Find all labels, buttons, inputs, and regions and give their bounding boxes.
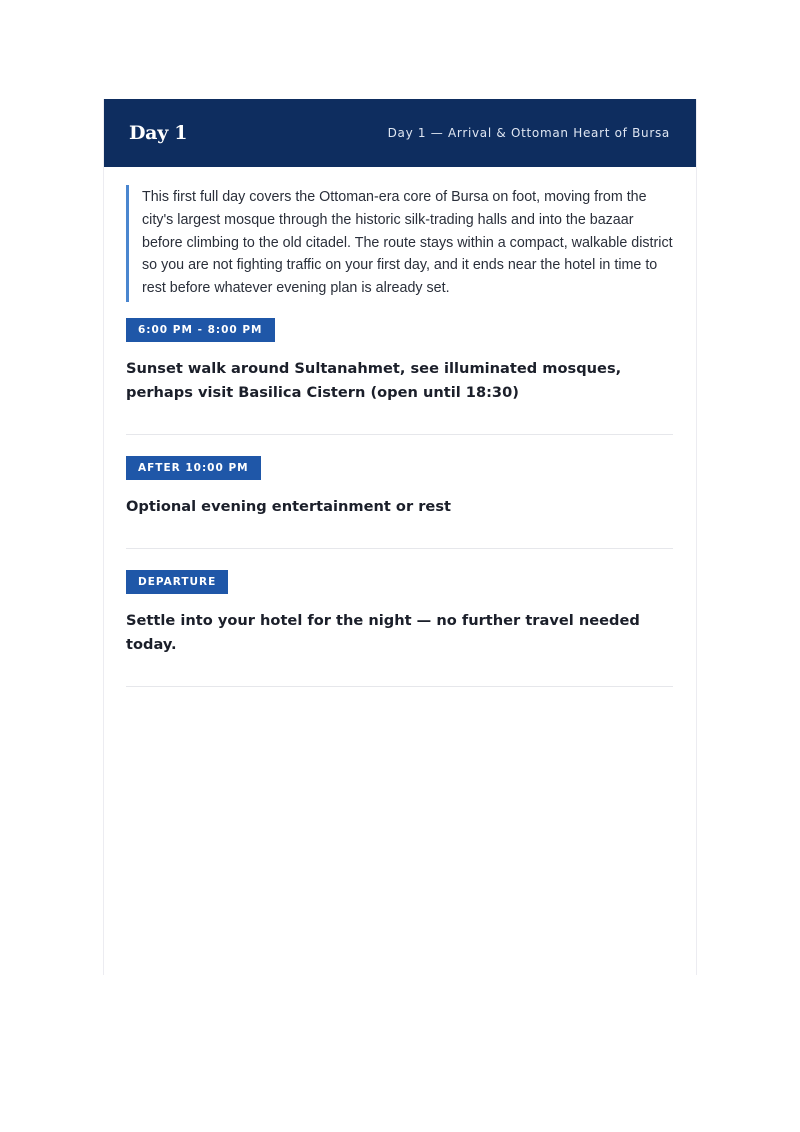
event-description: Sunset walk around Sultanahmet, see illuminated mosques, perhaps visit Basilica Cistern (open until 18:30) — [126, 359, 622, 401]
time-badge: DEPARTURE — [126, 570, 228, 594]
event-description: Optional evening entertainment or rest — [126, 497, 451, 515]
day-card — [103, 99, 697, 975]
event-description: Settle into your hotel for the night — no further travel needed today. — [126, 611, 640, 653]
time-badge: 6:00 PM - 8:00 PM — [126, 318, 275, 342]
time-badge: AFTER 10:00 PM — [126, 456, 261, 480]
day-subtitle: Day 1 — Arrival & Ottoman Heart of Bursa — [387, 126, 670, 140]
event-item — [126, 318, 673, 435]
event-list — [126, 318, 673, 687]
day-body — [104, 167, 696, 687]
day-header — [104, 99, 696, 167]
event-item — [126, 570, 673, 687]
day-title: Day 1 — [129, 122, 188, 144]
day-intro: This first full day covers the Ottoman-era core of Bursa on foot, moving from the city's largest mosque through the historic silk-trading halls and into the bazaar before climbing to the old citadel. The route stays within a compact, walkable district so you are not fighting traffic on your first day, and it ends near the hotel in time to rest before whatever evening plan is already set. — [126, 185, 673, 302]
event-item — [126, 456, 673, 549]
